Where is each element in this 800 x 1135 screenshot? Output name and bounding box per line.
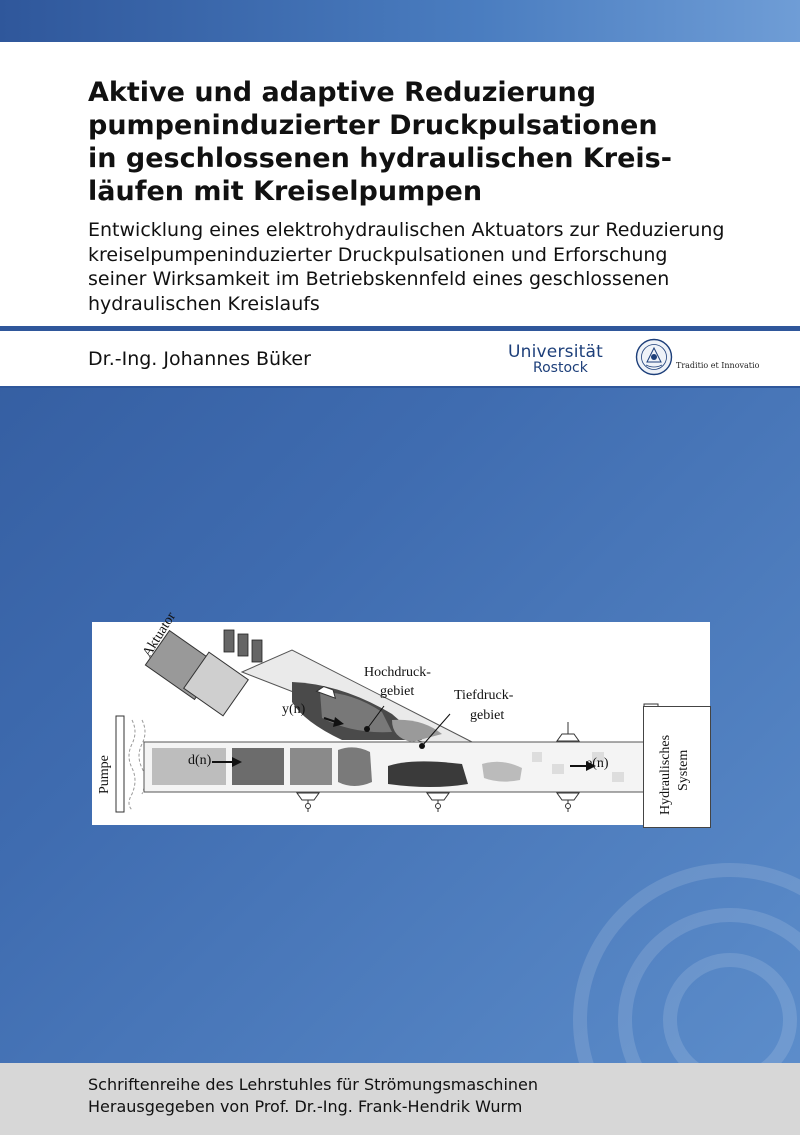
series-line: Schriftenreihe des Lehrstuhles für Strömungsmaschinen (88, 1075, 539, 1094)
university-logo (506, 336, 760, 382)
book-title (88, 76, 778, 208)
title-line: in geschlossenen hydraulischen Kreis- (88, 143, 672, 174)
system-label-line1: Hydraulisches (658, 734, 673, 815)
title-line: läufen mit Kreiselpumpen (88, 176, 483, 207)
pipe-diagram (92, 622, 710, 825)
logo-motto: Traditio et Innovatio (676, 361, 760, 370)
top-color-band (0, 0, 800, 42)
system-label-line2: System (676, 749, 691, 791)
subtitle-line: Entwicklung eines elektrohydraulischen Aktuators zur Reduzierung (88, 219, 725, 241)
hochdruck-label-line2: gebiet (380, 684, 415, 699)
hochdruck-label-line1: Hochdruck- (364, 665, 431, 680)
system-label-box (643, 706, 711, 828)
tiefdruck-label-line2: gebiet (470, 708, 505, 723)
y-signal-label: y(n) (282, 702, 306, 717)
author-name: Dr.-Ing. Johannes Büker (88, 348, 311, 370)
subtitle-line: seiner Wirksamkeit im Betriebskennfeld eines geschlossenen (88, 268, 670, 290)
subtitle-line: kreiselpumpeninduzierter Druckpulsationen und Erforschung (88, 243, 668, 266)
title-line: pumpeninduzierter Druckpulsationen (88, 110, 658, 141)
title-line: Aktive und adaptive Reduzierung (88, 77, 597, 108)
d-signal-label: d(n) (188, 753, 212, 768)
university-seal-icon (635, 338, 673, 376)
series-footer (0, 1063, 800, 1135)
author-panel (0, 331, 800, 388)
book-subtitle (88, 218, 778, 316)
logo-name-line1: Universität (508, 342, 603, 362)
editor-line: Herausgegeben von Prof. Dr.-Ing. Frank-Hendrik Wurm (88, 1097, 523, 1116)
title-panel (0, 42, 800, 326)
e-signal-label: e(n) (586, 756, 609, 771)
subtitle-line: hydraulischen Kreislaufs (88, 292, 320, 315)
pumpe-label: Pumpe (97, 755, 112, 794)
tiefdruck-label-line1: Tiefdruck- (454, 688, 514, 703)
logo-name-line2: Rostock (533, 360, 588, 376)
cover-figure (92, 609, 710, 825)
aktuator-label: Aktuator (140, 609, 180, 660)
